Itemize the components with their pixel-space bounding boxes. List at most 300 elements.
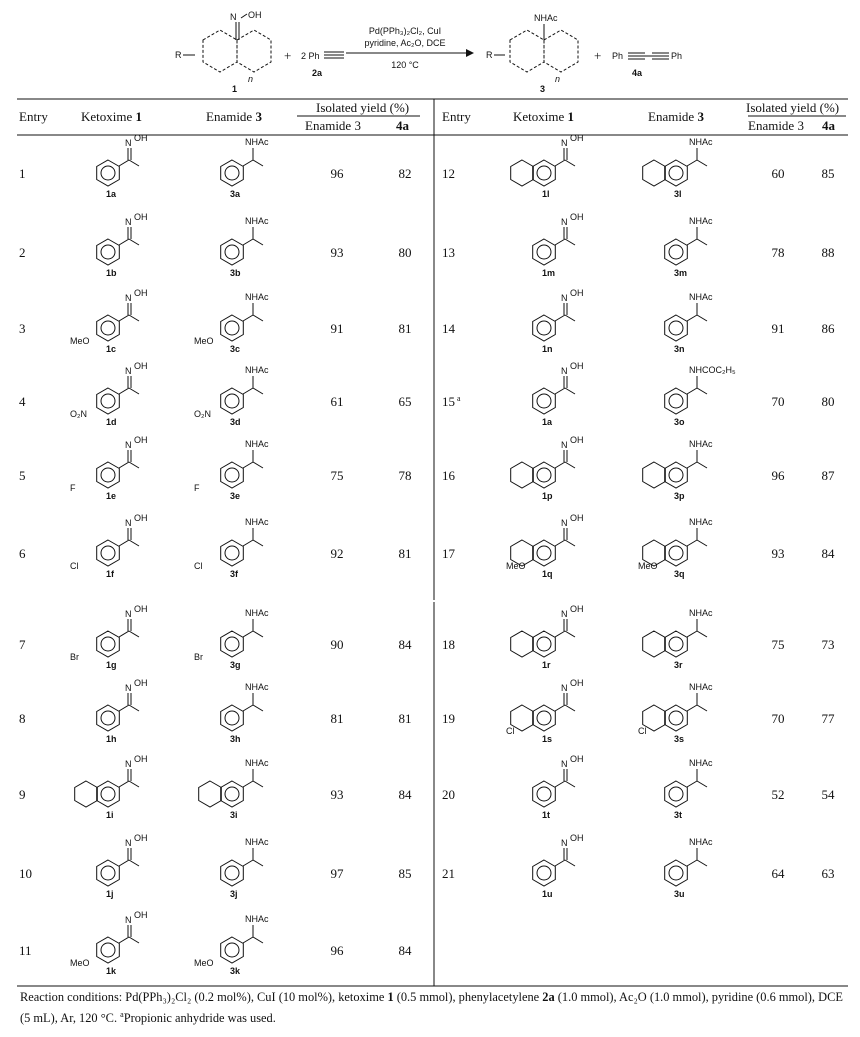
aromatic-circle [669,787,683,801]
ring-shape [665,631,688,657]
compound-label: 1b [106,268,117,278]
compound-label: 3d [230,417,241,427]
header-isolated-yield-left: Isolated yield (%) [316,100,410,115]
oxime-oh: OH [570,513,584,523]
entry-footnote-mark: a [455,394,461,403]
ketoxime-structure-1n [533,288,584,354]
oxime-n: N [125,759,132,769]
enamide-yield: 93 [330,787,344,802]
enamide-structure-3r [643,608,713,670]
header-isolated-yield-right: Isolated yield (%) [746,100,840,115]
enamide-structure-3j [221,837,269,899]
product-label: 3 [540,84,546,94]
entry-number: 1 [19,166,26,181]
byproduct-yield: 63 [821,866,835,881]
ring-r-label: R [175,50,182,60]
aromatic-circle [101,866,115,880]
entry-number: 5 [19,468,26,483]
enamide-substituent: MeO [194,958,214,968]
table-row [442,678,835,744]
reactant-n: N [230,12,237,22]
nhac-label: NHAc [245,137,269,147]
condition-temperature: 120 °C [391,60,419,70]
compound-label: 3s [674,734,685,744]
ring-shape [221,315,244,341]
oxime-oh: OH [134,212,148,222]
byproduct-yield: 85 [398,866,412,881]
byproduct-yield: 73 [821,637,835,652]
ring-shape [221,388,244,414]
byproduct-yield: 80 [398,245,412,260]
enamide-structure-3k [221,914,269,976]
compound-label: 3u [674,889,685,899]
oxime-n: N [561,518,568,528]
header-entry-right: Entry [442,109,471,124]
oxime-oh: OH [570,133,584,143]
byproduct-yield: 81 [398,546,412,561]
oxime-n: N [125,217,132,227]
enamide-structure-3c [221,292,269,354]
ring-shape [533,388,556,414]
table-row [442,833,835,899]
aromatic-circle [669,245,683,259]
aromatic-circle [101,637,115,651]
ring-shape [511,631,534,657]
compound-label: 1n [542,344,553,354]
aromatic-circle [669,711,683,725]
enamide-yield: 78 [771,245,785,260]
enamide-yield: 96 [330,943,344,958]
oxime-n: N [561,838,568,848]
oxime-oh: OH [570,435,584,445]
oxime-n: N [125,915,132,925]
compound-label: 3l [674,189,682,199]
oxime-n: N [125,440,132,450]
ketoxime-structure-1i [75,754,148,820]
ketoxime-structure-1f [97,513,148,579]
enamide-structure-3u [665,837,713,899]
ketoxime-structure-1j [97,833,148,899]
byproduct-yield: 65 [398,394,412,409]
ketoxime-structure-1m [533,212,584,278]
product-nhac: NHAc [534,13,558,23]
ring-shape [533,540,556,566]
enamide-substituent: O₂N [194,409,211,419]
table-row [19,361,412,427]
ring-shape [221,781,244,807]
ring-shape [643,462,666,488]
ketoxime-structure-1s [511,678,584,744]
compound-label: 1d [106,417,117,427]
enamide-structure-3o [665,365,736,427]
byproduct-label: 4a [632,68,643,78]
entry-number: 2 [19,245,26,260]
compound-label: 3p [674,491,685,501]
byproduct-ph-right: Ph [671,51,683,61]
enamide-structure-3b [221,216,269,278]
ring-shape [221,462,244,488]
byproduct-yield: 85 [821,166,835,181]
aromatic-circle [669,546,683,560]
entry-number: 12 [442,166,455,181]
byproduct-yield: 86 [821,321,835,336]
compound-label: 3m [674,268,688,278]
aromatic-circle [225,245,239,259]
entry-number: 17 [442,546,455,561]
entry-number: 15 $^a$ [442,394,461,409]
nhac-label: NHAc [245,608,269,618]
oxime-n: N [561,366,568,376]
nhac-label: NHAc [689,517,713,527]
ring-shape [665,315,688,341]
compound-label: 3j [230,889,238,899]
enamide-yield: 90 [330,637,344,652]
ring-shape [533,781,556,807]
compound-label: 1h [106,734,117,744]
plus-sign: + [284,48,292,63]
ring-shape [97,631,120,657]
ring-shape [533,462,556,488]
aromatic-circle [537,166,551,180]
ring-shape [665,781,688,807]
table-row [19,910,412,976]
enamide-structure-3f [221,517,269,579]
table-row [19,435,412,501]
byproduct-yield: 88 [821,245,835,260]
oxime-oh: OH [570,754,584,764]
enamide-yield: 70 [771,394,785,409]
compound-label: 1a [542,417,553,427]
enamide-yield: 52 [771,787,785,802]
aromatic-circle [225,321,239,335]
compound-label: 3q [674,569,685,579]
table-row [442,361,835,427]
oxime-oh: OH [570,288,584,298]
reactant-oh: OH [248,10,262,20]
nhac-label: NHAc [245,682,269,692]
aromatic-circle [225,866,239,880]
oxime-oh: OH [134,754,148,764]
aromatic-circle [669,866,683,880]
entry-number: 9 [19,787,26,802]
byproduct-yield: 87 [821,468,835,483]
nhac-label: NHAc [245,837,269,847]
aromatic-circle [537,711,551,725]
ring-shape [221,937,244,963]
ring-shape [665,160,688,186]
aromatic-circle [225,546,239,560]
entry-number: 7 [19,637,26,652]
oxime-oh: OH [134,288,148,298]
nhac-label: NHAc [689,608,713,618]
enamide-structure-3g [221,608,269,670]
enamide-yield: 97 [330,866,344,881]
compound-label: 3b [230,268,241,278]
aromatic-circle [101,711,115,725]
aromatic-circle [101,787,115,801]
ketoxime-substituent: Cl [506,726,515,736]
byproduct-yield: 84 [398,787,412,802]
compound-label: 1j [106,889,114,899]
ketoxime-structure-1u [533,833,584,899]
condition-reagents: pyridine, Ac₂O, DCE [364,38,446,48]
ring-shape [97,239,120,265]
compound-label: 1e [106,491,117,501]
enamide-structure-3h [221,682,269,744]
compound-label: 1q [542,569,553,579]
header-4a-right: 4a [822,118,835,133]
nhac-label: NHAc [245,758,269,768]
oxime-n: N [125,609,132,619]
table-row [442,513,835,579]
byproduct-ph-left: Ph [612,51,624,61]
compound-label: 1m [542,268,556,278]
ketoxime-structure-1b [97,212,148,278]
ring-shape [665,860,688,886]
reagent-label: 2a [312,68,323,78]
oxime-n: N [125,293,132,303]
oxime-oh: OH [570,361,584,371]
oxime-oh: OH [134,678,148,688]
enamide-substituent: MeO [194,336,214,346]
byproduct-yield: 82 [398,166,412,181]
table-row [19,133,412,199]
entry-number: 3 [19,321,26,336]
ring-shape [665,705,688,731]
nhac-label: NHAc [689,137,713,147]
ring-shape [75,781,98,807]
ring-shape [665,540,688,566]
ring-shape [533,239,556,265]
enamide-structure-3t [665,758,713,820]
ring-shape [97,462,120,488]
ring-shape [97,388,120,414]
table-row [19,604,412,670]
compound-label: 3e [230,491,241,501]
nhac-label: NHAc [689,758,713,768]
table-row [442,212,835,278]
enamide-structure-3e [221,439,269,501]
entry-number: 10 [19,866,32,881]
byproduct-yield: 84 [398,637,412,652]
ring-shape [97,860,120,886]
table-row [442,435,835,501]
ring-shape [221,239,244,265]
entry-number: 21 [442,866,455,881]
plus-sign-2: + [594,48,602,63]
aromatic-circle [537,394,551,408]
ring-n-label: n [248,74,254,84]
aromatic-circle [537,468,551,482]
aromatic-circle [225,394,239,408]
oxime-n: N [561,217,568,227]
entry-number: 18 [442,637,455,652]
enamide-yield: 75 [771,637,785,652]
aromatic-circle [225,468,239,482]
oxime-oh: OH [570,678,584,688]
ring-shape [221,860,244,886]
oxime-oh: OH [134,361,148,371]
table-row [19,513,412,579]
ketoxime-structure-1g [97,604,148,670]
nhac-label: NHAc [689,292,713,302]
nhac-label: NHAc [245,365,269,375]
aromatic-circle [101,245,115,259]
byproduct-yield: 77 [821,711,835,726]
enamide-yield: 75 [330,468,344,483]
ring-shape [511,160,534,186]
ring-shape [97,781,120,807]
header-enamide3-right: Enamide 3 [748,118,804,133]
compound-label: 3h [230,734,241,744]
header-4a-left: 4a [396,118,409,133]
nhac-label: NHAc [689,216,713,226]
enamide-substituent: MeO [638,561,658,571]
rows-left [19,133,412,976]
aromatic-circle [537,546,551,560]
oxime-n: N [561,138,568,148]
compound-label: 3r [674,660,683,670]
table-row [19,678,412,744]
header-enamide-left: Enamide 3 [206,109,262,124]
enamide-structure-3d [221,365,269,427]
ring-shape [665,388,688,414]
byproduct-yield: 80 [821,394,835,409]
compound-label: 1i [106,810,114,820]
aromatic-circle [225,637,239,651]
aromatic-circle [669,321,683,335]
enamide-yield: 93 [771,546,785,561]
aromatic-circle [537,866,551,880]
ring-shape [643,631,666,657]
compound-label: 3n [674,344,685,354]
ketoxime-substituent: F [70,483,76,493]
compound-label: 1f [106,569,115,579]
entry-number: 16 [442,468,455,483]
nhac-label: NHAc [245,216,269,226]
oxime-n: N [125,518,132,528]
oxime-n: N [561,293,568,303]
enamide-structure-3i [199,758,269,820]
nhac-label: NHAc [689,837,713,847]
oxime-n: N [561,683,568,693]
ketoxime-structure-1h [97,678,148,744]
compound-label: 3c [230,344,241,354]
table-row [442,604,835,670]
ketoxime-structure-1e [97,435,148,501]
aromatic-circle [101,546,115,560]
header-ketoxime-left: Ketoxime 1 [81,109,143,124]
ketoxime-structure-1c [97,288,148,354]
enamide-structure-3a [221,137,269,199]
rows-right [442,133,835,899]
ketoxime-structure-1t [533,754,584,820]
oxime-oh: OH [570,212,584,222]
ring-shape [97,540,120,566]
ring-shape [533,631,556,657]
enamide-substituent: Cl [638,726,647,736]
enamide-substituent: Cl [194,561,203,571]
enamide-structure-3p [643,439,713,501]
enamide-yield: 91 [771,321,785,336]
nhac-label: NHAc [689,682,713,692]
oxime-n: N [561,759,568,769]
compound-label: 1p [542,491,553,501]
entry-number: 6 [19,546,26,561]
nhac-label: NHCOC₂H₅ [689,365,736,375]
header-entry-left: Entry [19,109,48,124]
ring-shape [643,160,666,186]
enamide-yield: 60 [771,166,785,181]
table-row [19,754,412,820]
ketoxime-substituent: MeO [506,561,526,571]
aromatic-circle [669,637,683,651]
ketoxime-substituent: Cl [70,561,79,571]
enamide-structure-3n [665,292,713,354]
aromatic-circle [225,711,239,725]
table-row [19,833,412,899]
enamide-yield: 81 [330,711,344,726]
nhac-label: NHAc [689,439,713,449]
byproduct-yield: 84 [821,546,835,561]
oxime-oh: OH [134,435,148,445]
oxime-n: N [561,440,568,450]
enamide-yield: 93 [330,245,344,260]
header-enamide3-left: Enamide 3 [305,118,361,133]
aromatic-circle [537,321,551,335]
ketoxime-structure-1d [97,361,148,427]
aromatic-circle [101,166,115,180]
compound-label: 3a [230,189,241,199]
ring-shape [97,160,120,186]
compound-label: 1a [106,189,117,199]
enamide-yield: 92 [330,546,344,561]
entry-number: 11 [19,943,32,958]
enamide-structure-3s [643,682,713,744]
enamide-yield: 96 [771,468,785,483]
ring-shape [533,705,556,731]
compound-label: 1g [106,660,117,670]
ring-shape [221,631,244,657]
enamide-structure-3l [643,137,713,199]
entry-number: 8 [19,711,26,726]
aromatic-circle [537,637,551,651]
ketoxime-substituent: Br [70,652,79,662]
ring-shape [533,315,556,341]
enamide-yield: 61 [330,394,344,409]
compound-label: 3i [230,810,238,820]
enamide-substituent: F [194,483,200,493]
compound-label: 1k [106,966,117,976]
entry-number: 13 [442,245,455,260]
ketoxime-substituent: MeO [70,958,90,968]
oxime-oh: OH [570,604,584,614]
aromatic-circle [669,166,683,180]
byproduct-yield: 81 [398,711,412,726]
table-footnote: Reaction conditions: Pd(PPh₃)₂Cl₂ (0.2 mol%), CuI (10 mol%), ketoxime 1 (0.5 mmol), phenylacetylene 2a (1.0 mmol), Ac₂O (1.0 mmol), pyridine (0.6 mmol), DCE (5 mL), Ar, 120 °C. $^a$Propionic anhydride was used. [20,990,843,1026]
header-enamide-right: Enamide 3 [648,109,704,124]
compound-label: 3k [230,966,241,976]
compound-label: 3o [674,417,685,427]
ketoxime-substituent: O₂N [70,409,87,419]
aromatic-circle [101,468,115,482]
ring-shape [221,540,244,566]
aromatic-circle [537,787,551,801]
oxime-oh: OH [570,833,584,843]
compound-label: 3t [674,810,683,820]
byproduct-yield: 81 [398,321,412,336]
condition-catalyst: Pd(PPh₃)₂Cl₂, CuI [368,26,442,36]
